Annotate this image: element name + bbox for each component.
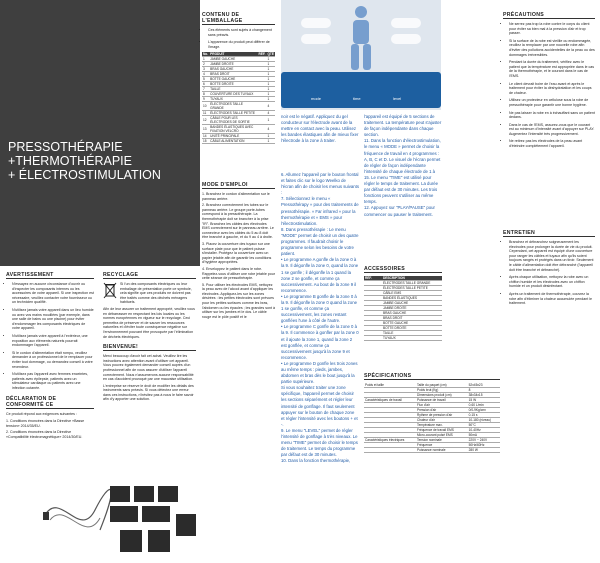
- precaution-item: • Si la surface de la robe est vieillie ou endommagée, veuillez la remplacer par une nouvelle robe afin d'éviter des pollutions accidentelles de la peau ou des dommages irréversibles.: [509, 39, 595, 57]
- entretien-section: [503, 230, 595, 309]
- table-cell: 280 W: [468, 448, 500, 453]
- crossed-bin-icon: [103, 282, 117, 300]
- table-header: DESCRIPTION: [382, 276, 442, 281]
- entretien-heading: ENTRETIEN: [503, 230, 595, 237]
- table-cell: CÂBLE ALIMENTATION: [209, 139, 257, 144]
- table-cell: 10-180 (niveau): [468, 418, 500, 423]
- specs-table: [364, 383, 500, 453]
- table-cell: 0-60 L/min: [468, 403, 500, 408]
- recyclage-body: Afin de leur assurer un traitement approprié, veuillez vous en débarrasser en respectant les lois locales ou les normes européennes en vigueur sur le recyclage. Ceci permettra de préserver et de sauver les ressources naturelles et d'éviter toute conséquence négative sur l'environnement pouvant être provoquée par l'élimination de déchets électriques.: [103, 306, 195, 339]
- electrode-pad-image: [158, 486, 178, 502]
- step-4: 4. Enveloppez le patient dans le robe. Rappelez-vous d'utiliser une robe jetable pour cette séance de pressothérapie.: [202, 266, 276, 281]
- table-row: [202, 116, 275, 125]
- table-cell: 50°C: [468, 423, 500, 428]
- table-cell: 4: [266, 111, 275, 116]
- table-cell: 12: [202, 116, 209, 125]
- table-cell: TUYAUX: [382, 336, 442, 341]
- table-cell: Puissance nominale: [416, 448, 468, 453]
- precautions-heading: PRÉCAUTIONS: [503, 12, 595, 19]
- precaution-item: • Pendant la durée du traitement, vérifiez avec le patient que la température est appropriée dans le cas de la thermothérapie, et le courant dans le cas de l'EMS.: [509, 60, 595, 78]
- contenu-section: [202, 12, 275, 144]
- step-8: 8. Dans pressothérapie : Le menu "MODE" permet de choisir un des quatre programmes. Il faudrait choisir le programme selon les besoins de votre patient.: [281, 226, 359, 257]
- table-cell: Fréquence de travail EMS: [416, 428, 468, 433]
- table-cell: BOTTE GAUCHE: [382, 321, 442, 326]
- cover-title-line-1: PRESSOTHÉRAPIE: [8, 140, 123, 154]
- table-header: PRODUIT: [209, 52, 257, 57]
- declaration-intro: Ce produit répond aux exigences suivantes :: [6, 412, 77, 417]
- table-header: QTÉ: [267, 52, 274, 57]
- table-cell: 6: [202, 82, 209, 87]
- table-cell: 10: [202, 102, 209, 111]
- screen-time-label: time: [353, 96, 361, 101]
- table-cell: 4: [266, 125, 275, 134]
- table-cell: 15 W: [468, 398, 500, 403]
- table-cell: 1: [266, 139, 275, 144]
- table-cell: Puissance de travail: [416, 398, 468, 403]
- table-cell: Taille du paquet (cm): [416, 383, 468, 388]
- cover-title: [8, 140, 161, 182]
- table-cell: 7: [202, 87, 209, 92]
- step-3: 3. Placez la couverture des tuyaux sur une surface plate pour que le patient puisse s'installer. Protégez la couverture avec un papier jetable afin de garantir les conditions d'hygiène appropriées.: [202, 241, 272, 265]
- table-cell: 14: [202, 134, 209, 139]
- table-cell: 3: [202, 67, 209, 72]
- bienvenue-p2: L'entreprise se réserve le droit de modifier les détails des instruments sans préavis. Si vous détectez une erreur dans ces instructions, n'hésitez pas à nous le faire savoir afin d'y apporter une solution.: [103, 383, 194, 402]
- table-header: RÉF.: [364, 276, 382, 281]
- precaution-item: • Ne retirez pas les électrodes de la peau avant d'éteindre complètement l'appareil.: [509, 139, 595, 148]
- entretien-item: • Après un traitement de thermothérapie, couvrez la robe afin d'éliminer la chaleur accumulée pendant le traitement.: [509, 292, 595, 306]
- accessoires-heading: ACCESSOIRES: [364, 266, 442, 273]
- declaration-item-2: 2. Conditions énoncées dans la Directive «Compatibilité électromagnétique» 2014/30/EU.: [6, 430, 83, 439]
- contenu-table-body: [202, 57, 275, 144]
- table-cell: COUVERTURE DES TUYAUX: [209, 92, 257, 97]
- table-cell: 1: [202, 57, 209, 62]
- table-cell: 1: [266, 92, 275, 97]
- step-11: 11. Dans la fonction d'électrostimulation, le menu « MODE » permet de choisir la fréquence de travail en 4 programmes : A, B, C et D. Le visuel de l'écran permet de régler de façon indépendante l'intensité de chaque électrode de 1 à 15. Le menu "TIME" est utilisé pour régler le temps de traitement. La durée par défaut est de 30 minutes. Les trois fonctions peuvent s'utiliser au même temps.: [364, 138, 441, 205]
- entretien-item: • Branchez et débranchez soigneusement les électrodes pour prolonger la durée de vie du produit. Cependant, cet appareil est équipé d'une couverture pour ranger les câbles et tuyaux afin qu'ils soient toujours rangés et protégés dans un tiroir. Seulement le câble d'alimentation doit être débranché (l'appareil doit être branché et débranché).: [509, 240, 595, 272]
- table-cell: 1: [266, 82, 275, 87]
- contenu-table: [202, 52, 275, 144]
- table-cell: 50mA: [468, 433, 500, 438]
- table-cell: ÉLECTRODES TAILLE GRANDE: [209, 102, 257, 111]
- step-8c: • Le programme C gonfle de la zone 0 à la 9. Il commence à gonfler par la zone 0 et il ajoute la zone 1, quand la zone 2 est gonflée, et comme ça successivement jusqu'à la zone 9 et recommence.: [281, 324, 359, 360]
- table-cell: JAMBE GAUCHE: [382, 301, 442, 306]
- table-cell: 1: [266, 72, 275, 77]
- step-1: 1. Branchez le cordon d'alimentation sur le panneau arrière.: [202, 192, 270, 201]
- table-cell: BOTTE GAUCHE: [209, 77, 257, 82]
- contenu-bullet: • Ces éléments sont sujets à changement sans préavis.: [208, 28, 275, 37]
- table-cell: 8: [202, 92, 209, 97]
- step-5-continued: noir est le négatif. Appliquez du gel conducteur sur l'électrode avant de la mettre en contact avec la peau. Utilisez les bandes élastiques afin de mieux fixer l'électrode à la zone à traiter.: [281, 114, 359, 144]
- table-cell: [258, 102, 267, 111]
- electrode-pad-image: [176, 514, 196, 536]
- table-cell: [258, 116, 267, 125]
- table-cell: Micro-courant pulsé EMS: [416, 433, 468, 438]
- step-6: 6. Allumez l'appareil par le bouton frontal et faites clic sur le logo Weelko de l'écran afin de choisir les menus suivants :: [281, 172, 359, 196]
- recyclage-intro: Si l'un des composants électriques ou leur emballage de présentation porte ce symbole, cela signifie que ces produits ne doivent pas être traités comme des déchets ménagers habituels.: [120, 282, 192, 305]
- declaration-heading: DÉCLARATION DE CONFORMITÉ CE: [6, 396, 94, 409]
- bienvenue-p1: Merci beaucoup d'avoir fait cet achat. Veuillez lire les instructions avec attention avant d'utiliser cet appareil. Vous pouvez également demander conseil auprès d'un professionnel afin de vous assurer d'utiliser l'appareil correctement. Nous n'assumerons aucune responsabilité en cas d'accident provoqué par une mauvaise utilisation.: [103, 354, 194, 382]
- table-row: [364, 438, 500, 443]
- table-cell: UNITÉ PRINCIPALE: [209, 134, 257, 139]
- contenu-bullets: [202, 28, 275, 49]
- table-cell: Chaleur d'air: [416, 418, 468, 423]
- table-cell: TAILLE: [382, 331, 442, 336]
- table-cell: Tension nominale: [416, 438, 468, 443]
- table-cell: 4: [202, 72, 209, 77]
- cover-title-line-3: + ÉLECTROSTIMULATION: [8, 168, 161, 182]
- instructions-col-3b: [281, 172, 359, 465]
- step-5: 5. Pour utiliser les électrodes EMS, nettoyez la peau avec de l'alcool avant d'appliquer les électrodes. Appliquez-les sur les zones désirées : les petites électrodes sont prévues pour les petites surfaces comme les bras, l'abdomen ou les épaules ; les grandes sont à utiliser sur les jambes et le dos. Le câble rouge est le pôle positif et le: [202, 282, 276, 319]
- table-cell: TUYAUX: [209, 97, 257, 102]
- table-cell: Dimensions produit (cm): [416, 393, 468, 398]
- table-cell: TAILLE: [209, 87, 257, 92]
- table-cell: [364, 448, 416, 453]
- table-cell: Caractéristiques de travail: [364, 398, 416, 403]
- electrode-pad-image: [110, 486, 130, 502]
- avertissement-item: • N'essayez en aucune circonstance d'ouvrir ou d'inspecter les composants internes ou les accessoires de votre appareil. Si une inspection est nécessaire, veuillez contacter votre fournisseur ou un technicien qualifié.: [12, 282, 94, 305]
- precautions-section: [503, 12, 595, 152]
- step-7: 7. Sélectionnez le menu « Pressothérapy » pour des traitements de pressothérapie. « Far infrared » pour la thermothérapie et « EMS » pour l'électrostimulation.: [281, 196, 359, 226]
- screen-mode-label: mode: [311, 96, 322, 101]
- precaution-item: • Le client devrait boire de l'eau avant et après le traitement pour éviter la déshydratation et les coups de chaleur.: [509, 82, 595, 96]
- specs-section: [364, 373, 500, 453]
- electrode-pad-image: [142, 506, 170, 522]
- table-cell: BRAS GAUCHE: [209, 67, 257, 72]
- cover-title-line-2: +THERMOTHÉRAPIE: [8, 154, 132, 168]
- table-cell: BANDES ÉLASTIQUES AVEC FIXATION VELCRO: [209, 125, 257, 134]
- precautions-list: [503, 22, 595, 149]
- instructions-col-4: [364, 114, 442, 218]
- table-cell: JAMBE DROITE: [209, 62, 257, 67]
- table-row: [202, 139, 275, 144]
- step-10-continued: l'appareil est équipé de 5 sections de traitement. La température peut s'ajuster de façon indépendante dans chaque section.: [364, 114, 442, 138]
- step-8d: • Le programme D gonfle les trois zones au même temps : pieds, jambes, abdomen et bras dès le bout jusqu'à la partie supérieure.: [281, 360, 358, 385]
- table-row: [202, 125, 275, 134]
- precaution-item: • Utilisez un protecteur en cellulose sous la robe de pressothérapie pour garantir une bonne hygiène.: [509, 98, 595, 107]
- table-cell: 9: [202, 97, 209, 102]
- step-9: 9. Le menu "LEVEL" permet de régler l'intensité de gonflage à très niveaux. Le menu "TIME" permet de choisir le temps de traitement. Le temps du programme par défaut est de 30 minutes.: [281, 427, 358, 458]
- table-cell: [364, 336, 382, 341]
- electrode-pad-image: [148, 530, 170, 552]
- electrode-pad-image: [120, 530, 142, 552]
- mode-emploi-section: [202, 182, 275, 321]
- electrode-pad-image: [110, 506, 138, 522]
- table-cell: 1: [266, 77, 275, 82]
- step-12: 12. Appuyez sur "PLAY/PAUSE" pour commencer ou pauser le traitement.: [364, 205, 435, 217]
- body-zones-image: [281, 0, 441, 75]
- step-8b: • Le programme B gonfle de la zone 0 à la 9. Il dégonfle la zone 0 quand la zone 1 se gonfle, et comme ça successivement, les zones restant gonflées l'une à côté de l'autre.: [281, 293, 357, 324]
- table-cell: 220V ~ 240V: [468, 438, 500, 443]
- precaution-item: • Dans le cas de l'EMS, assurez-vous que le courant est au minimum d'intensité avant d'appuyer sur PLAY. Augmentez l'intensité très progressivement.: [509, 123, 595, 137]
- accessoires-section: [364, 266, 442, 341]
- specs-heading: SPÉCIFICATIONS: [364, 373, 500, 380]
- device-screen: [281, 72, 441, 108]
- table-cell: BRAS DROIT: [382, 316, 442, 321]
- contenu-bullet: • L'apparence du produit peut différer de l'image.: [208, 40, 275, 49]
- table-cell: Température max.: [416, 423, 468, 428]
- table-cell: Pression d'air: [416, 408, 468, 413]
- table-cell: Poids et taille: [364, 383, 416, 388]
- table-cell: 0-15 s: [468, 413, 500, 418]
- table-header: No.: [203, 52, 209, 57]
- table-cell: 15: [202, 139, 209, 144]
- bienvenue-heading: BIENVENUE!: [103, 344, 196, 351]
- table-cell: CÂBLE POUR LES ÉLECTRODES DE SORTIE: [209, 116, 257, 125]
- specs-table-body: [364, 383, 500, 453]
- table-cell: 11: [202, 111, 209, 116]
- accessoires-table-body: [364, 281, 442, 341]
- table-cell: 1: [266, 62, 275, 67]
- avertissement-heading: AVERTISSEMENT: [6, 272, 94, 279]
- table-header: RÉF.: [258, 52, 266, 57]
- table-cell: Rythme de pression d'air: [416, 413, 468, 418]
- table-cell: JAMBE DROITE: [382, 306, 442, 311]
- cover-panel: [0, 0, 200, 266]
- table-cell: 1: [266, 116, 275, 125]
- table-cell: 0/0-9Kg/cm²: [468, 408, 500, 413]
- table-cell: ÉLECTRODES TAILLE PETITE: [209, 111, 257, 116]
- table-row: [202, 102, 275, 111]
- table-cell: Flux d'air: [416, 403, 468, 408]
- table-cell: BRAS DROIT: [209, 72, 257, 77]
- declaration-item-1: 1. Conditions énoncées dans la Directive «Basse tension» 2014/35/EU.: [6, 419, 85, 428]
- avertissement-item: • N'utilisez pas l'appareil avec femmes enceintes, patients avec épilepsie, patients avec un stimulateur cardiaque ou patients avec une infection cutanée.: [12, 372, 94, 390]
- table-cell: [258, 139, 267, 144]
- step-8e: Si vous souhaitez traiter une zone spécifique, l'appareil permet de choisir les sections séparément et régler leur intensité de gonflage. Il faut seulement appuyer sur le bouton de chaque zone et régler l'intensité avec les boutons + et -.: [281, 385, 358, 427]
- table-cell: BOTTE DROITE: [209, 82, 257, 87]
- table-row: [364, 448, 500, 453]
- table-cell: 10-40Hz: [468, 428, 500, 433]
- table-cell: ÉLECTRODES TAILLE GRANDE: [382, 281, 442, 286]
- accessoires-table: [364, 276, 442, 341]
- table-cell: 13: [202, 125, 209, 134]
- avertissement-section: [6, 272, 94, 441]
- table-cell: [258, 125, 267, 134]
- step-2: 2. Branchez correctement les tubes sur le panneau arrière. Le groupe porte-tubes correspond à la pressothérapie. La thermothérapie doit se brancher à la prise "IR". Branchez les câbles des électrodes EMS correctement sur le panneau arrière. Le connecteur avec les câbles du 5 au 8 doit être branché à gauche, et du 9 au 4 à droite.: [202, 203, 274, 240]
- precaution-item: • Ne pas laisser la robe en à échauffant sans un patient dedans.: [509, 111, 595, 120]
- avertissement-list: [6, 282, 94, 390]
- screen-level-label: level: [393, 96, 402, 101]
- table-cell: 8: [468, 388, 500, 393]
- entretien-item: • Après chaque utilisation, nettoyez la robe avec un chiffon humide et les électrodes avec un chiffon humide et un produit désinfectant.: [509, 275, 595, 289]
- table-cell: 1: [266, 67, 275, 72]
- table-cell: JAMBE GAUCHE: [209, 57, 257, 62]
- table-cell: 2: [202, 62, 209, 67]
- table-cell: 52x45x23: [468, 383, 500, 388]
- recyclage-section: [103, 272, 196, 404]
- table-cell: 50Hz/60Hz: [468, 443, 500, 448]
- avertissement-item: • Si le cordon d'alimentation était rompu, veuillez demander à un professionnel de le remplacer pour éviter tout dommage, ou demandez conseil à votre revendeur.: [12, 351, 94, 369]
- avertissement-item: • N'utilisez jamais votre appareil dans un lieu humide ou avec vos mains mouillées (par exemple, dans une salle de bains ou une piscine) pour éviter d'endommager les composants électriques de votre appareil.: [12, 308, 94, 331]
- table-cell: 5: [202, 77, 209, 82]
- table-cell: 4: [266, 102, 275, 111]
- table-cell: 1: [266, 134, 275, 139]
- mode-emploi-heading: MODE D'EMPLOI: [202, 182, 275, 189]
- step-8a: • Le programme A gonfle de la zone 0 à la 9. Il dégonfle la zone 0, quand la zone 1 se gonfle ; il dégonfle la 1 quand la zone 2 se gonfle, et comme ça successivement. Au bout de la zone 9 il recommence.: [281, 257, 359, 293]
- instructions-col-3: [281, 114, 359, 144]
- step-10: 10. Dans la fonction thermothérapie,: [281, 458, 351, 464]
- table-cell: BANDES ÉLASTIQUES: [382, 296, 442, 301]
- table-cell: Poids brut (Kg): [416, 388, 468, 393]
- table-cell: 38x34x15: [468, 393, 500, 398]
- contenu-heading: CONTENU DE L'EMBALLAGE: [202, 12, 275, 25]
- table-cell: Caractéristiques électriques: [364, 438, 416, 443]
- recyclage-heading: RECYCLAGE: [103, 272, 196, 279]
- precaution-item: • Ne serrez pas trop la robe contre le corps du client pour éviter sa bien mal à la pression d'air et trop passer.: [509, 22, 595, 36]
- avertissement-item: • N'utilisez jamais votre appareil à l'extérieur, une exposition aux éléments naturels pourrait endommager l'appareil.: [12, 334, 94, 348]
- table-cell: Fréquence: [416, 443, 468, 448]
- table-cell: BRAS GAUCHE: [382, 311, 442, 316]
- table-cell: BOTTE DROITE: [382, 326, 442, 331]
- table-row: [364, 336, 442, 341]
- table-cell: ÉLECTRODES TAILLE PETITE: [382, 286, 442, 291]
- electrode-pad-image: [134, 486, 154, 502]
- entretien-list: [503, 240, 595, 306]
- table-cell: 1: [266, 57, 275, 62]
- table-cell: 1: [266, 97, 275, 102]
- table-cell: 1: [266, 87, 275, 92]
- table-cell: CÂBLE EMS: [382, 291, 442, 296]
